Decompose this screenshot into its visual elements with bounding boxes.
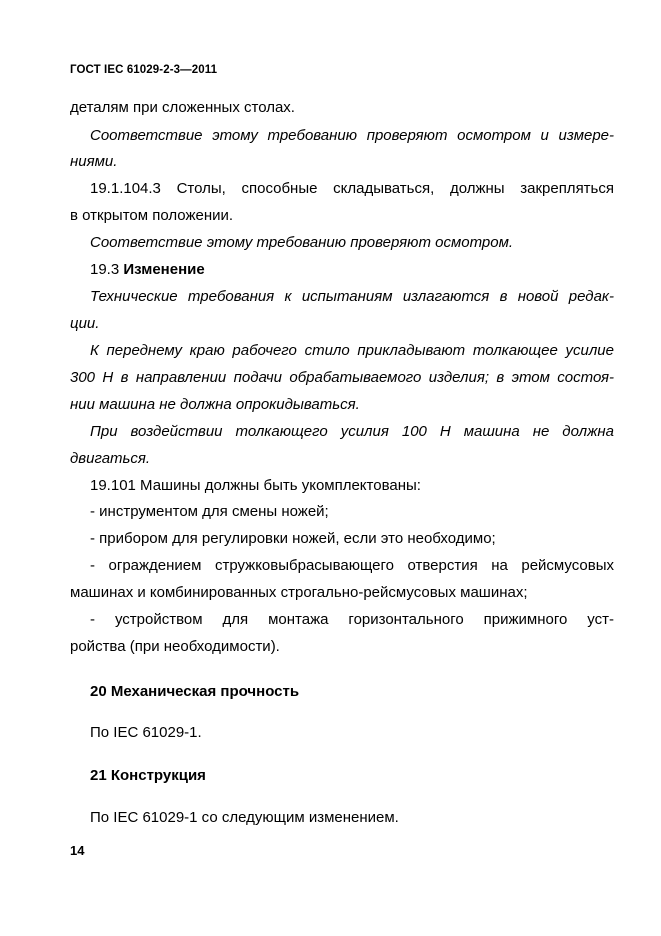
section-20-text: По IEC 61029-1. <box>90 724 202 741</box>
body-line: нии машина не должна опрокидываться. <box>70 396 360 413</box>
body-line: ции. <box>70 315 100 332</box>
list-item: - устройством для монтажа горизонтального прижимного уст- <box>90 611 614 628</box>
list-item-continuation: машинах и комбинированных строгально-рейсмусовых машинах; <box>70 584 528 601</box>
body-line: ниями. <box>70 153 118 170</box>
list-item: - прибором для регулировки ножей, если это необходимо; <box>90 530 496 547</box>
body-line: Соответствие этому требованию проверяют осмотром. <box>90 234 514 251</box>
body-line: деталям при сложенных столах. <box>70 99 295 116</box>
clause-19-1-104-3: 19.1.104.3 Столы, способные складываться, должны закрепляться <box>90 180 614 197</box>
body-line: в открытом положении. <box>70 207 234 224</box>
clause-title: Изменение <box>123 261 205 278</box>
body-line: К переднему краю рабочего стило прикладывают толкающее усилие <box>90 342 614 359</box>
section-20-heading: 20 Механическая прочность <box>90 683 300 700</box>
list-item: - инструментом для смены ножей; <box>90 503 329 520</box>
body-line: Технические требования к испытаниям излагаются в новой редак- <box>90 288 614 305</box>
list-item: - ограждением стружковыбрасывающего отверстия на рейсмусовых <box>90 557 614 574</box>
body-line: Соответствие этому требованию проверяют осмотром и измере- <box>90 127 614 144</box>
body-line: 300 Н в направлении подачи обрабатываемого изделия; в этом состоя- <box>70 369 614 386</box>
standard-header: ГОСТ IEC 61029-2-3—2011 <box>70 64 218 76</box>
section-21-heading: 21 Конструкция <box>90 767 206 784</box>
section-21-text: По IEC 61029-1 со следующим изменением. <box>90 809 399 826</box>
clause-19-3-heading <box>90 261 614 279</box>
body-line: двигаться. <box>70 450 151 467</box>
page-number: 14 <box>70 843 85 858</box>
list-item-continuation: ройства (при необходимости). <box>70 638 280 655</box>
clause-number: 19.3 <box>90 261 120 278</box>
body-line: При воздействии толкающего усилия 100 Н машина не должна <box>90 423 614 440</box>
clause-19-101: 19.101 Машины должны быть укомплектованы: <box>90 477 421 494</box>
